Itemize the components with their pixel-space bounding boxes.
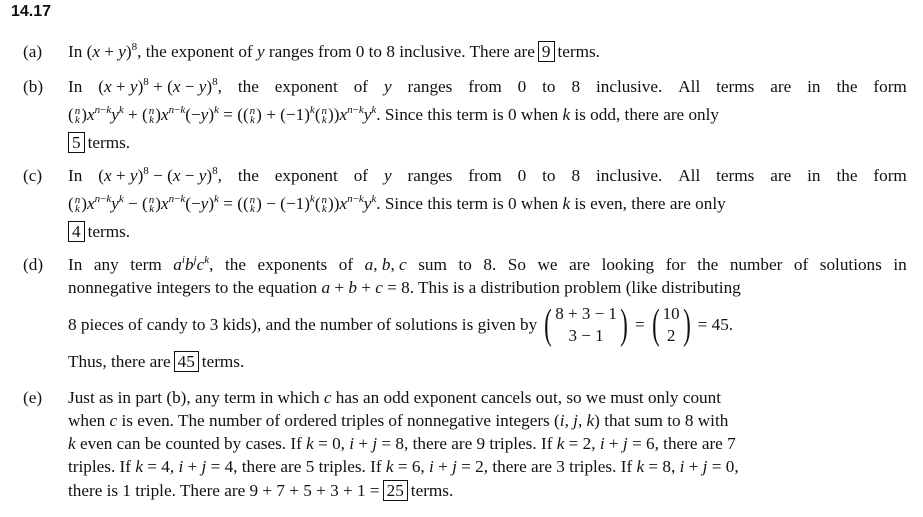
part-label: (c) <box>23 166 43 185</box>
part-a <box>23 42 907 68</box>
binomial-expression: ( 8 + 3 − 1 3 − 1 ) <box>544 302 628 348</box>
part-label: (e) <box>23 388 43 407</box>
answer-box: 5 <box>68 132 85 153</box>
part-text: 5 terms. <box>65 133 130 153</box>
part-b <box>23 77 907 157</box>
part-label: (a) <box>23 42 43 61</box>
part-text: k even can be counted by cases. If k = 0, i + j = 8, there are 9 triples. If k = 2, i + j = 6, there are 7 <box>68 434 736 453</box>
part-text: 4 terms. <box>65 222 130 242</box>
part-label: (b) <box>23 77 44 96</box>
part-text: In any term $a^ib^jc^k$, the exponents of a, b, c sum to 8. So we are looking for the number of solutions in <box>68 254 907 274</box>
part-text: 8 pieces of candy to 3 kids), and the number of solutions is given by ( 8 + 3 − 1 3 − 1 ) = ( 10 2 ) = 45. <box>68 302 734 348</box>
part-text: when c is even. The number of ordered triples of nonnegative integers (i, j, k) that sum to 8 with <box>68 411 729 430</box>
part-d <box>23 255 907 380</box>
part-text: nonnegative integers to the equation a + b + c = 8. This is a distribution problem (like distributing <box>68 278 741 297</box>
part-text: ( n k )$x^{n-k}y^k$ + ( n k )$x^{n-k}(-y)^k$ = (( n k ) + $(-1)^k$( n k ))$x^{n-k}y^k$. Since this term is 0 when k is odd, there are only <box>68 104 720 126</box>
part-text: In $(x + y)^8 + (x - y)^8$, the exponent of y ranges from 0 to 8 inclusive. All terms are in the form <box>68 76 907 96</box>
part-label: (d) <box>23 255 44 274</box>
part-e <box>23 388 907 513</box>
part-text: Just as in part (b), any term in which c has an odd exponent cancels out, so we must only count <box>68 388 722 407</box>
part-text: triples. If k = 4, i + j = 4, there are 5 triples. If k = 6, i + j = 2, there are 3 triples. If k = 8, i + j = 0, <box>68 457 739 476</box>
answer-box: 25 <box>383 480 408 501</box>
part-text: In $(x + y)^8$, the exponent of y ranges from 0 to 8 inclusive. There are 9 terms. <box>68 41 600 61</box>
part-text: In $(x + y)^8 - (x - y)^8$, the exponent of y ranges from 0 to 8 inclusive. All terms are in the form <box>68 165 907 185</box>
binomial-expression: ( 10 2 ) <box>651 302 691 348</box>
part-text: there is 1 triple. There are 9 + 7 + 5 + 3 + 1 = 25 terms. <box>68 481 454 500</box>
answer-box: 4 <box>68 221 85 242</box>
problem-number: 14.17 <box>11 3 52 20</box>
answer-box: 9 <box>538 41 555 62</box>
part-c <box>23 166 907 246</box>
part-text: ( n k )$x^{n-k}y^k$ − ( n k )$x^{n-k}(-y)^k$ = (( n k ) − $(-1)^k$( n k ))$x^{n-k}y^k$. Since this term is 0 when k is even, there are only <box>68 193 726 215</box>
answer-box: 45 <box>174 351 199 372</box>
part-text: Thus, there are 45 terms. <box>68 352 245 371</box>
